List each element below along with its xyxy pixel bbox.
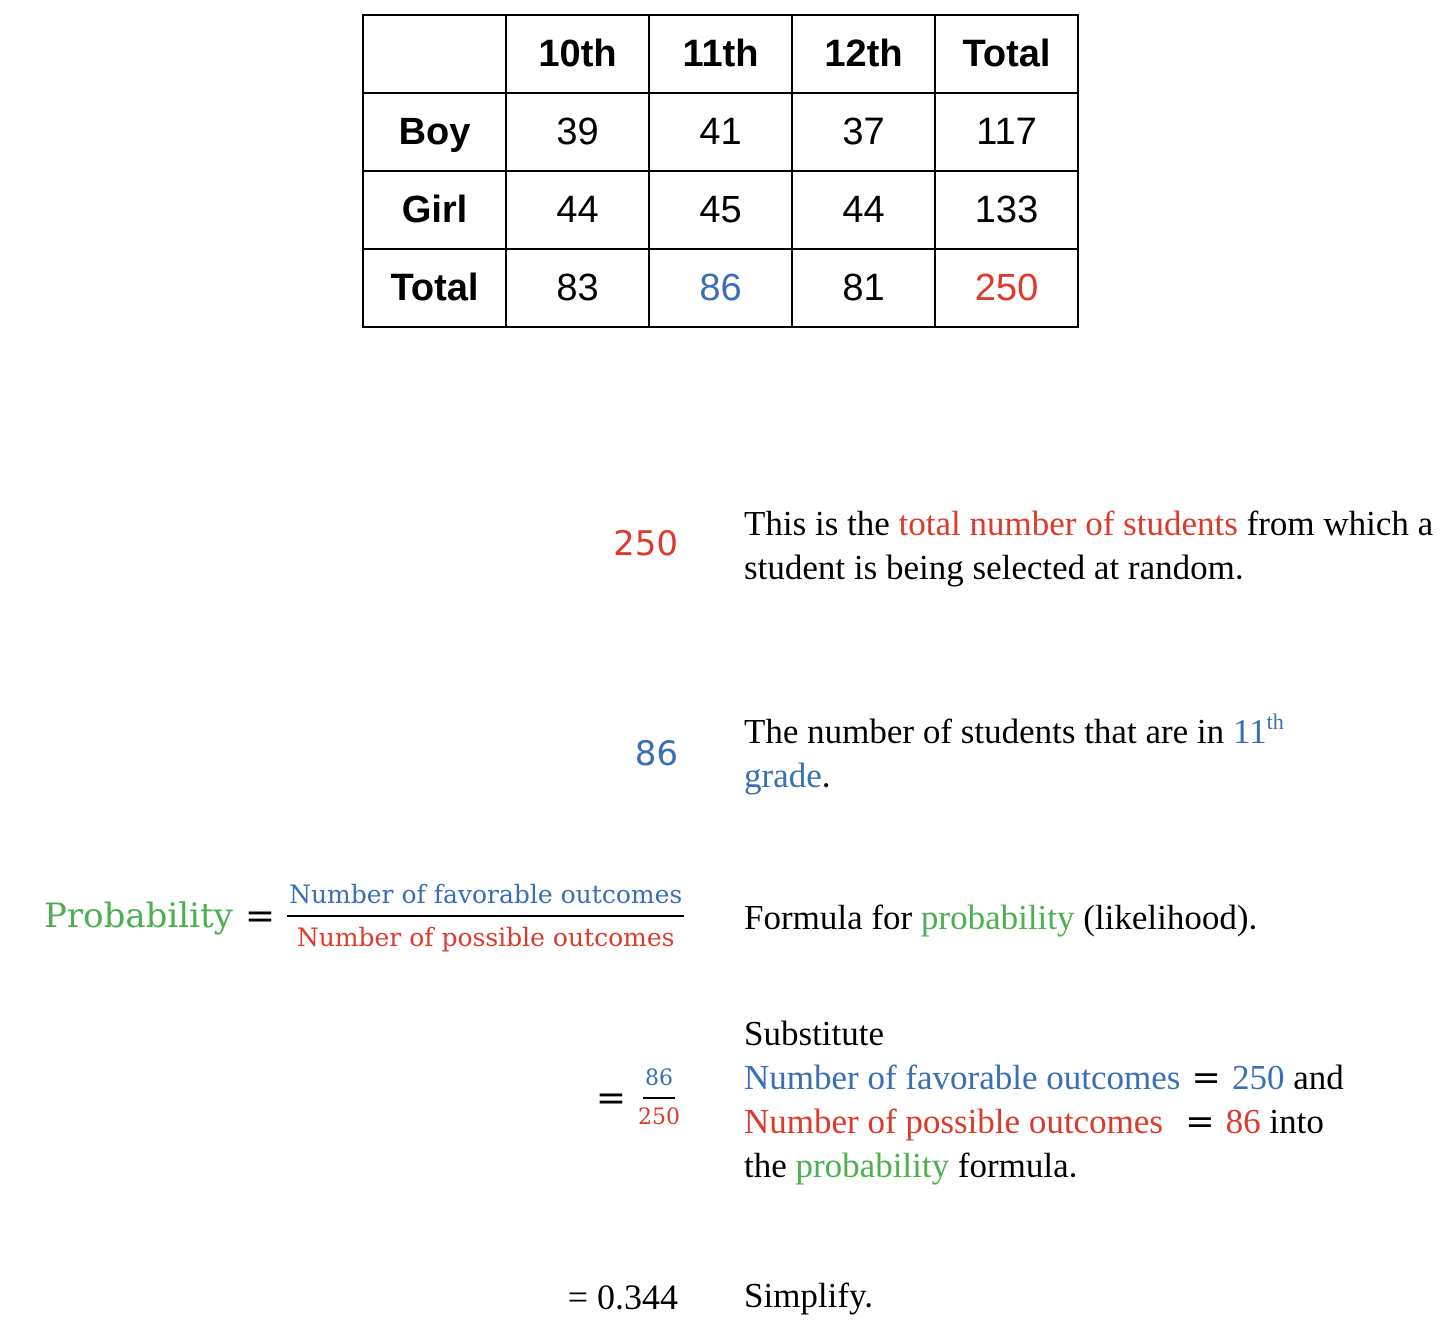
table-cell-grand-total-highlight: 250 <box>935 249 1078 327</box>
table-cell: 41 <box>649 93 792 171</box>
column-header-10th: 10th <box>506 15 649 93</box>
step4-possible-value: 86 <box>1225 1102 1261 1141</box>
table-row-girl <box>363 171 1078 249</box>
table-row-total <box>363 249 1078 327</box>
formula-equals: = <box>244 895 276 937</box>
step4-probability: probability <box>795 1146 950 1185</box>
step4-eq1: = <box>1180 1058 1232 1098</box>
formula-fraction <box>287 880 684 952</box>
step4-line1: Substitute <box>744 1014 885 1053</box>
column-header-11th: 11th <box>649 15 792 93</box>
table-row-boy <box>363 93 1078 171</box>
table-corner-cell <box>363 15 506 93</box>
step3-text-a: Formula for <box>744 898 921 937</box>
column-header-12th: 12th <box>792 15 935 93</box>
table-cell: 133 <box>935 171 1078 249</box>
step5-result: = 0.344 <box>567 1277 678 1317</box>
step2-grade-number: 11 <box>1232 712 1267 751</box>
step4-favorable-value: 250 <box>1231 1058 1285 1097</box>
step4-numerator: 86 <box>643 1066 675 1099</box>
table-cell: 117 <box>935 93 1078 171</box>
step4-and: and <box>1284 1058 1344 1097</box>
table-cell: 39 <box>506 93 649 171</box>
step4-fraction <box>638 1066 680 1130</box>
table-cell: 44 <box>792 171 935 249</box>
formula-lhs: Probability <box>44 896 233 936</box>
step2-text-a: The number of students that are in <box>744 712 1233 751</box>
step4-into: into <box>1260 1102 1324 1141</box>
step1-description <box>744 502 1434 590</box>
row-header-total: Total <box>363 249 506 327</box>
table-cell: 37 <box>792 93 935 171</box>
step1-value: 250 <box>613 524 678 564</box>
table-cell: 45 <box>649 171 792 249</box>
step4-eq2: = <box>1162 1102 1226 1142</box>
step4-formula: formula. <box>949 1146 1078 1185</box>
substituted-fraction <box>596 1066 680 1130</box>
table-header-row <box>363 15 1078 93</box>
table-cell: 81 <box>792 249 935 327</box>
step4-denominator: 250 <box>638 1105 680 1130</box>
step3-text-b: (likelihood). <box>1074 898 1258 937</box>
step5-description: Simplify. <box>744 1276 873 1315</box>
step2-value: 86 <box>634 734 678 774</box>
table-cell-11th-total-highlight: 86 <box>649 249 792 327</box>
step2-description <box>744 710 1434 798</box>
table-cell: 83 <box>506 249 649 327</box>
step1-text-a: This is the <box>744 504 899 543</box>
step4-favorable-label: Number of favorable outcomes <box>744 1058 1181 1097</box>
step2-grade-suffix: th <box>1266 709 1284 734</box>
formula-numerator: Number of favorable outcomes <box>287 880 684 917</box>
step3-description <box>744 896 1434 940</box>
step1-text-b: from which a student is being selected at random. <box>744 504 1434 587</box>
step4-description <box>744 1012 1434 1188</box>
step4-equals: = <box>595 1077 626 1119</box>
step4-the: the <box>744 1146 796 1185</box>
step3-highlight: probability <box>920 898 1075 937</box>
formula-denominator: Number of possible outcomes <box>296 923 675 952</box>
column-header-total: Total <box>935 15 1078 93</box>
step4-possible-label: Number of possible outcomes <box>744 1102 1163 1141</box>
table-cell: 44 <box>506 171 649 249</box>
two-way-frequency-table <box>362 14 1079 328</box>
row-header-boy: Boy <box>363 93 506 171</box>
step1-highlight: total number of students <box>898 504 1238 543</box>
step2-text-b: . <box>821 756 831 795</box>
probability-formula <box>44 880 684 952</box>
step2-grade-word: grade <box>744 756 822 795</box>
row-header-girl: Girl <box>363 171 506 249</box>
